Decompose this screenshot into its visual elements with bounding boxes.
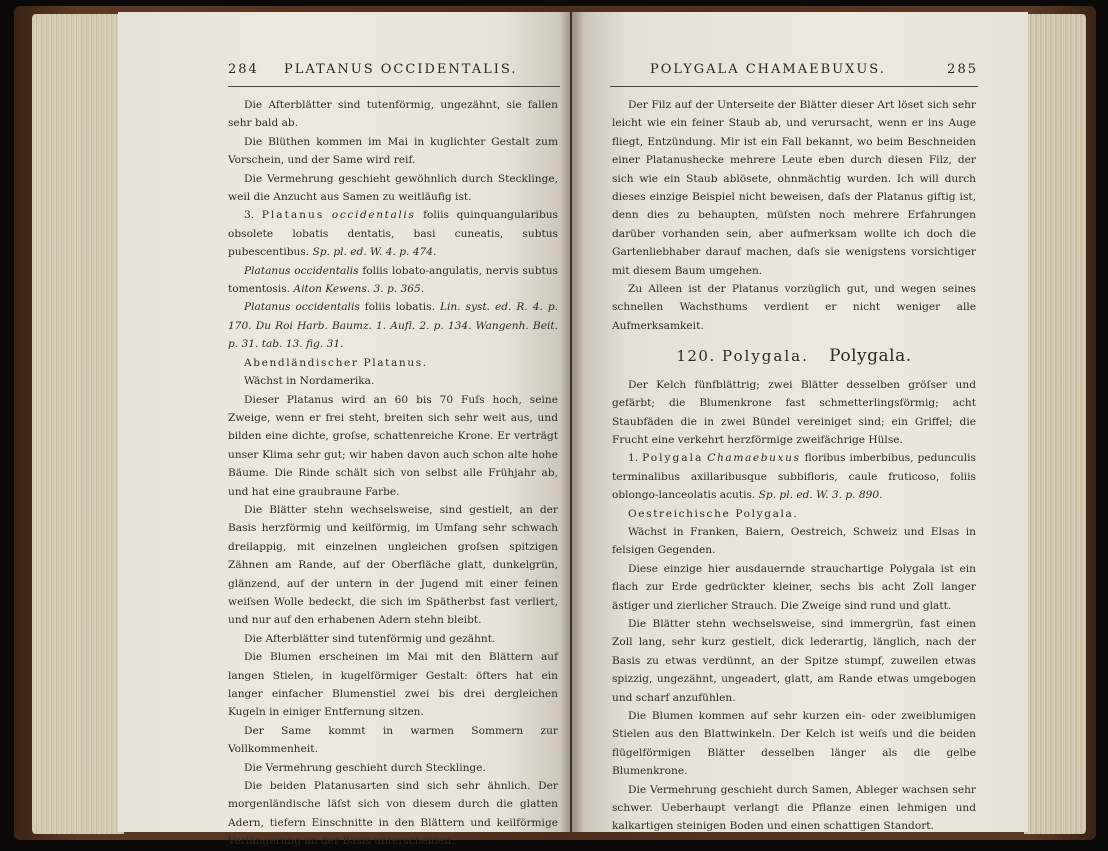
- paragraph: Dieser Platanus wird an 60 bis 70 Fuſs hoch, seine Zweige, wenn er frei steht, breiten sich sehr weit aus, und bilden eine dichte, groſse, schattenreiche Krone. Er verträgt unser Klima sehr gut; wir haben davon auch schon alte hohe Bäume. Die Rinde schält sich von selbst alle Frühjahr ab, und hat eine graubraune Farbe.: [228, 393, 558, 498]
- genus-description: Der Kelch fünfblättrig; zwei Blätter desselben gröſser und gefärbt; die Blumenkrone fast schmetterlingsförmig; acht Staubfäden die in zwei Bündel vereiniget sind; ein Griffel; die Frucht eine verkehrt herzförmige zweifächrige Hülse.: [612, 378, 976, 446]
- right-running-title: POLYGALA CHAMAEBUXUS.: [650, 62, 886, 77]
- left-running-title: PLATANUS OCCIDENTALIS.: [284, 62, 518, 77]
- left-page-header: [228, 60, 560, 87]
- paragraph: Diese einzige hier ausdauernde strauchartige Polygala ist ein flach zur Erde gedrückter kleiner, sechs bis acht Zoll langer ästiger und zierlicher Strauch. Die Zweige sind rund und glatt.: [612, 562, 976, 612]
- habitat: Wächst in Nordamerika.: [244, 375, 375, 388]
- right-page-text: [612, 96, 976, 836]
- common-name: Oestreichische Polygala.: [628, 507, 799, 520]
- species-entry: 1. Polygala Chamaebuxus floribus imberbibus, pedunculis terminalibus axillaribusque subbifloris, caule fruticoso, foliis oblongo-lanceolatis acutis. Sp. pl. ed. W. 3. p. 890.: [612, 452, 976, 502]
- paragraph: Der Same kommt in warmen Sommern zur Vollkommenheit.: [228, 724, 558, 756]
- page-edges-left: [32, 14, 124, 834]
- common-name: Abendländischer Platanus.: [244, 356, 428, 369]
- right-page-number: 285: [947, 62, 978, 77]
- synonym-entry: Platanus occidentalis foliis lobato-angulatis, nervis subtus tomentosis. Aiton Kewens. 3. p. 365.: [228, 264, 558, 296]
- paragraph: Die Blüthen kommen im Mai in kuglichter Gestalt zum Vorschein, und der Same wird reif.: [228, 135, 558, 167]
- page-edges-right: [1024, 14, 1086, 834]
- paragraph: Der Filz auf der Unterseite der Blätter dieser Art löset sich sehr leicht wie ein feiner Staub ab, und verursacht, wenn er ins Auge fliegt, Entzündung. Mir ist ein Fall bekannt, wo beim Beschneiden einer Platanushecke mehrere Leute eben durch diesen Filz, der sich wie ein Staub ablösete, ohnmächtig wurden. Ich will durch dieses einzige Beispiel nicht beweisen, daſs der Platanus giftig ist, denn dies zu behaupten, müſsten noch mehrere Erfahrungen darüber vorhanden sein, aber aufmerksam wollte ich doch die Gartenliebhaber darauf machen, daſs sie wenigstens vorsichtiger mit diesem Baum umgehen.: [612, 99, 976, 277]
- left-page-number: 284: [228, 62, 259, 77]
- paragraph: Wächst in Franken, Baiern, Oestreich, Schweiz und Elsas in felsigen Gegenden.: [612, 525, 976, 557]
- paragraph: Zu Alleen ist der Platanus vorzüglich gut, und wegen seines schnellen Wachsthums verdient er nicht weniger alle Aufmerksamkeit.: [612, 283, 976, 332]
- paragraph: Die Blumen kommen auf sehr kurzen ein- oder zweiblumigen Stielen aus den Blattwinkeln. Der Kelch ist weiſs und die beiden flügelförmigen Blätter desselben länger als die gelbe Blumenkrone.: [612, 710, 976, 778]
- paragraph: Die Vermehrung geschieht durch Samen, Ableger wachsen sehr schwer. Ueberhaupt verlangt die Pflanze einen lehmigen und kalkartigen steinigen Boden und einen schattigen Standort.: [612, 783, 976, 833]
- paragraph: Die Afterblätter sind tutenförmig, ungezähnt, sie fallen sehr bald ab.: [228, 99, 558, 130]
- paragraph: Die Blumen erscheinen im Mai mit den Blättern auf langen Stielen, in kugelförmiger Gestalt: öfters hat ein langer einfacher Blumenstiel zwei bis drei dergleichen Kugeln in einiger Entfernung sitzen.: [228, 651, 558, 719]
- paragraph: Die Blätter stehn wechselsweise, sind immergrün, fast einen Zoll lang, sehr kurz gestielt, dick lederartig, länglich, nach der Basis zu etwas verdünnt, an der Spitze stumpf, zuweilen etwas spizzig, ungezähnt, ungeadert, glatt, am Rande etwas umgebogen und scharf anzufühlen.: [612, 617, 976, 704]
- paragraph: Die Vermehrung geschieht durch Stecklinge.: [244, 761, 486, 774]
- left-page-text: [228, 96, 558, 851]
- section-heading: 120. Polygala. Polygala.: [676, 346, 912, 367]
- paragraph: Die Afterblätter sind tutenförmig und gezähnt.: [244, 632, 496, 645]
- paragraph: Die Vermehrung geschieht gewöhnlich durch Stecklinge, weil die Anzucht aus Samen zu weitläufig ist.: [228, 172, 558, 204]
- paragraph: Die Blätter stehn wechselsweise, sind gestielt, an der Basis herzförmig und keilförmig, im Umfang sehr schwach dreilappig, mit einzelnen ungleichen groſsen spitzigen Zähnen am Rande, auf der Oberfläche glatt, dunkelgrün, glänzend, auf der untern in der Jugend mit einer feinen weiſsen Wolle bedeckt, die sich im Spätherbst fast verliert, und nur auf den erhabenen Adern stehn bleibt.: [228, 503, 558, 627]
- synonym-entry: Platanus occidentalis foliis lobatis. Lin. syst. ed. R. 4. p. 170. Du Roi Harb. Baumz. 1. Aufl. 2. p. 134. Wangenh. Beit. p. 31. tab. 13. fig. 31.: [228, 301, 558, 351]
- paragraph: Die beiden Platanusarten sind sich sehr ähnlich. Der morgenländische läſst sich von diesem durch die glatten Adern, tiefern Einschnitte in den Blättern und keilförmige Verlängerung an der Basis unterscheiden.: [228, 780, 558, 848]
- species-entry: 3. Platanus occidentalis foliis quinquangularibus obsolete lobatis dentatis, basi cuneatis, subtus pubescentibus. Sp. pl. ed. W. 4. p. 474.: [228, 209, 558, 259]
- right-page-header: [610, 60, 978, 87]
- book-gutter: [560, 12, 584, 832]
